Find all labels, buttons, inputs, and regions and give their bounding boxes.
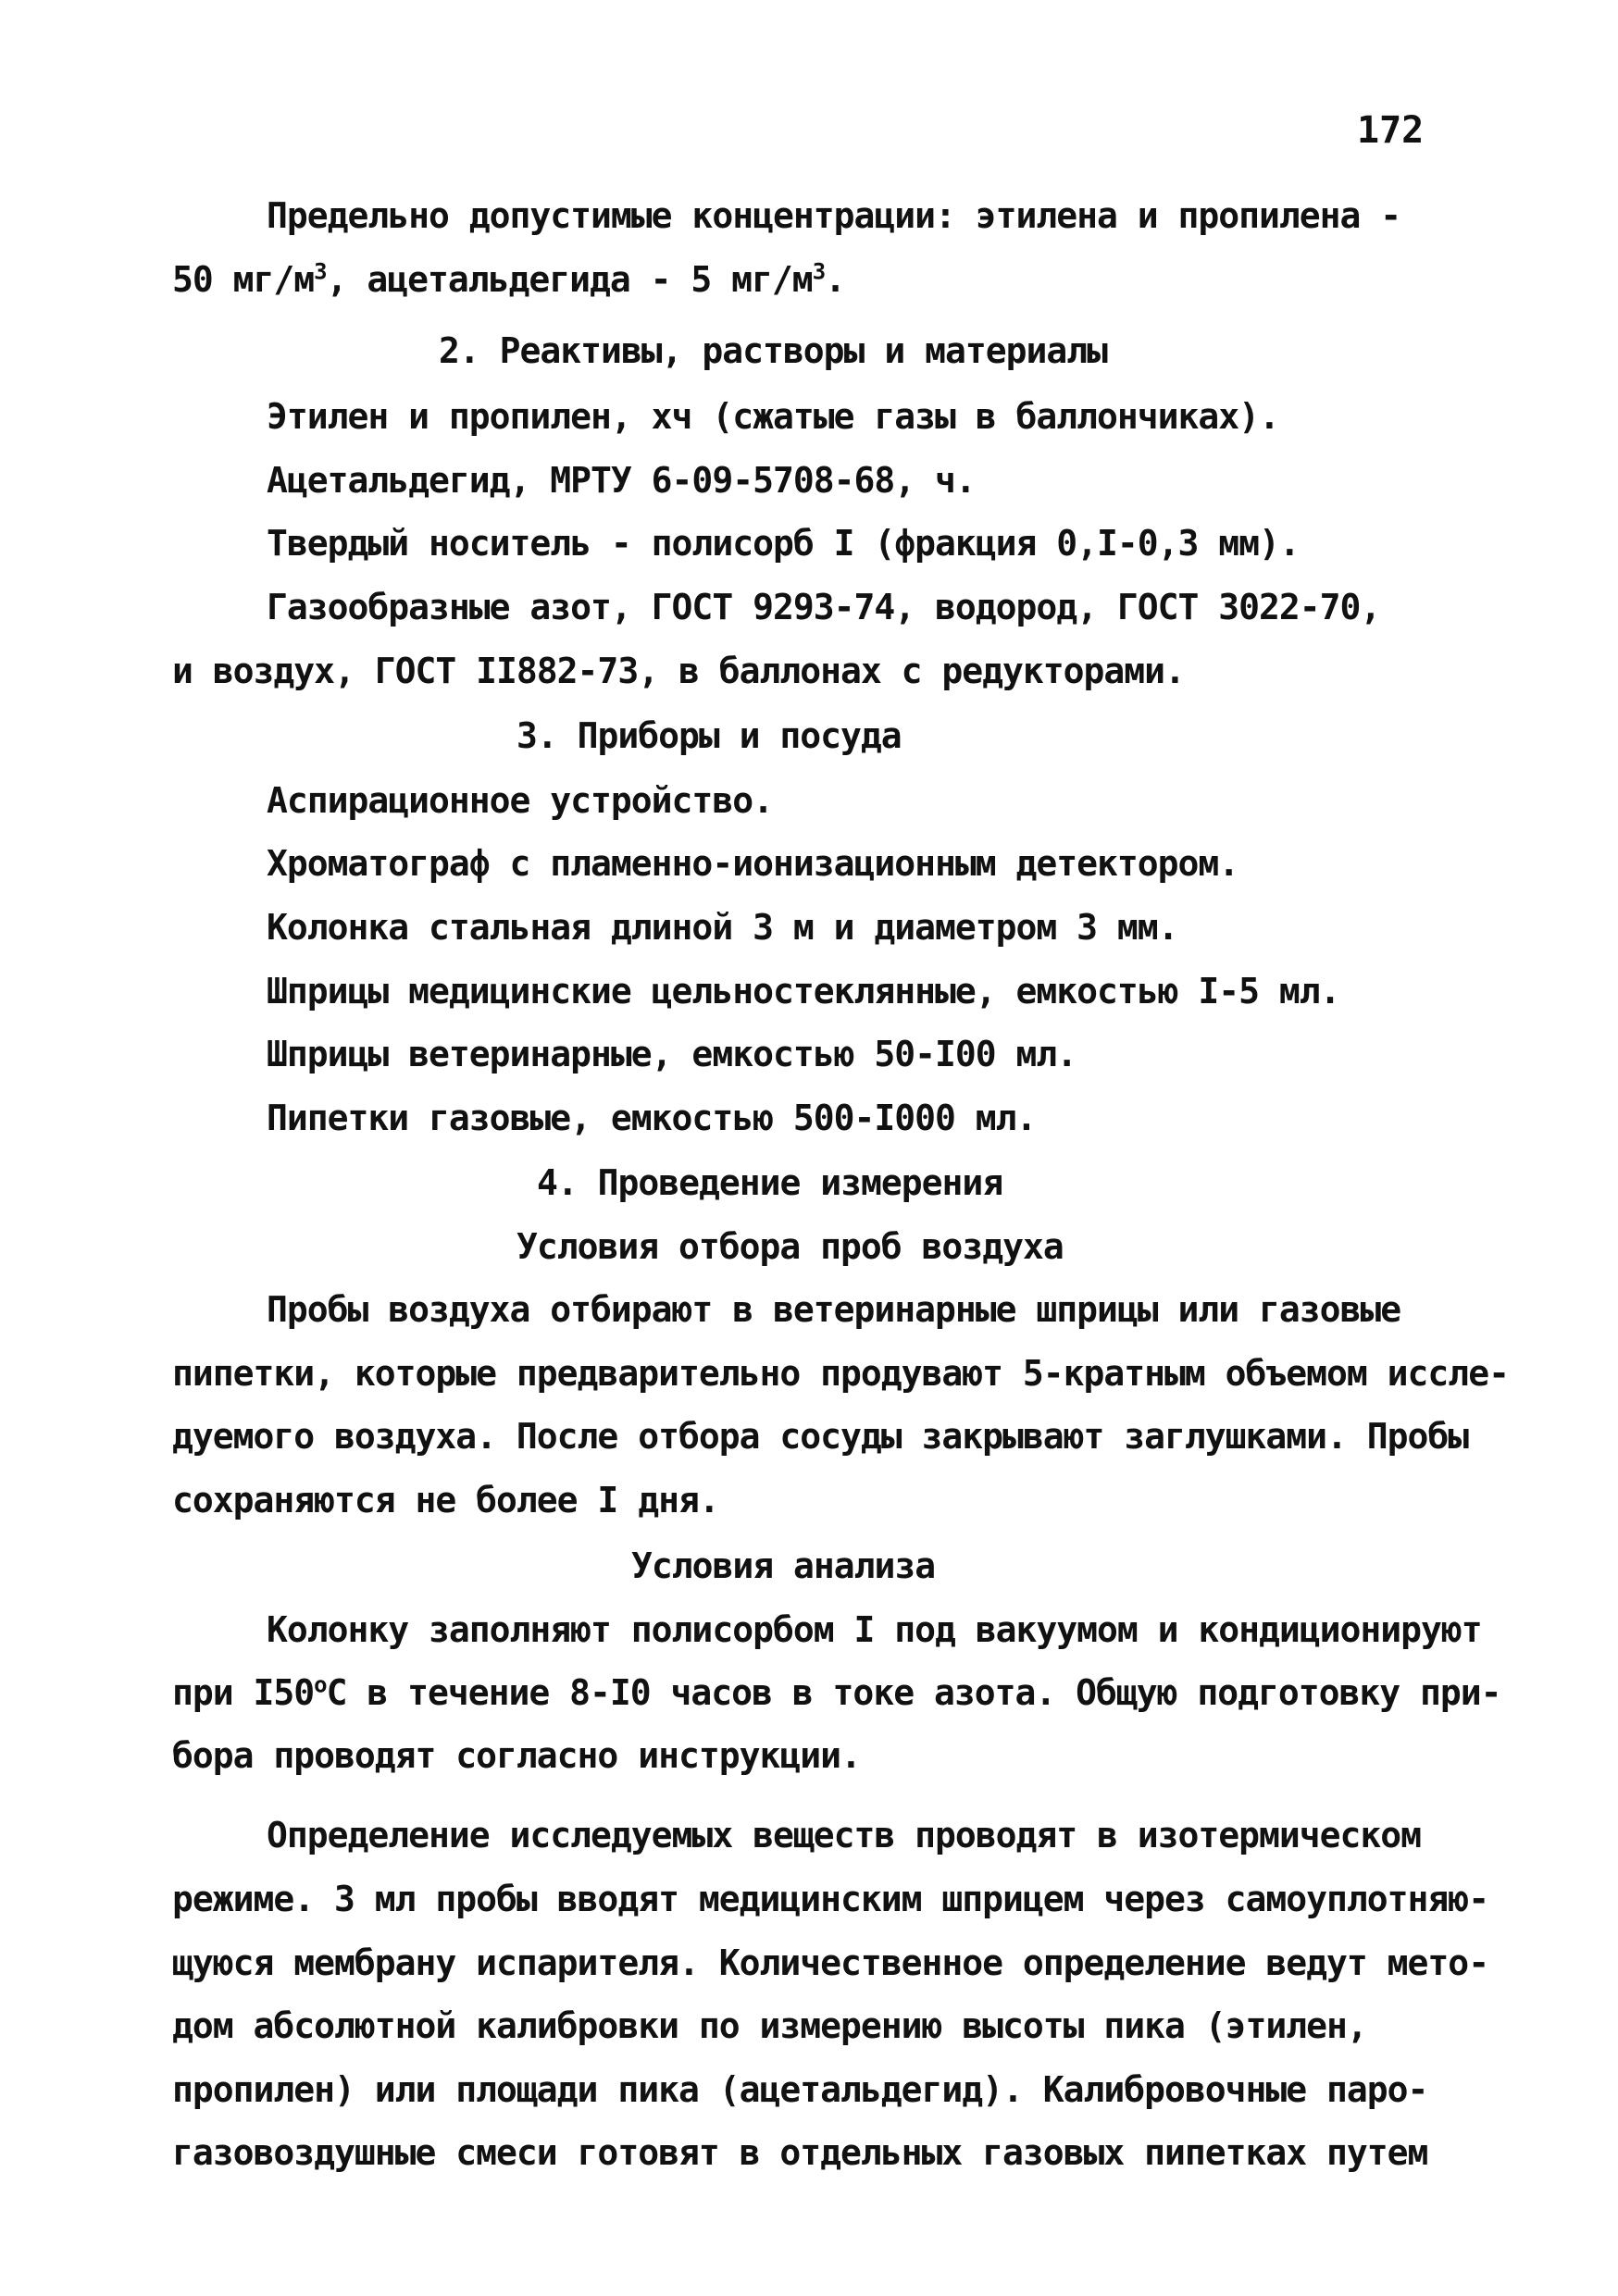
subsection-heading: Условия анализа bbox=[631, 1545, 936, 1586]
text-line: пропилен) или площади пика (ацетальдегид). Калибровочные паро- bbox=[172, 2069, 1428, 2110]
text-line: Шприцы медицинские цельностеклянные, емкостью I-5 мл. bbox=[267, 971, 1340, 1011]
text-line: Газообразные азот, ГОСТ 9293-74, водород, ГОСТ 3022-70, bbox=[267, 587, 1381, 627]
text-line: Шприцы ветеринарные, емкостью 50-I00 мл. bbox=[267, 1034, 1077, 1074]
text-line: Пробы воздуха отбирают в ветеринарные шприцы или газовые bbox=[267, 1289, 1401, 1330]
subsection-heading: Условия отбора проб воздуха bbox=[517, 1226, 1064, 1267]
page-number: 172 bbox=[1357, 109, 1425, 152]
text-line: пипетки, которые предварительно продувают 5-кратным объемом иссле- bbox=[172, 1353, 1509, 1394]
conc-text-b: , ацетальдегида - 5 мг/м bbox=[326, 259, 813, 300]
text-line: Колонку заполняют полисорбом I под вакуумом и кондиционируют bbox=[267, 1609, 1482, 1650]
text-line: и воздух, ГОСТ II882-73, в баллонах с редукторами. bbox=[172, 651, 1185, 691]
conc-text-c: . bbox=[825, 259, 846, 300]
text-line: Твердый носитель - полисорб I (фракция 0,I-0,3 мм). bbox=[267, 523, 1300, 564]
text-line: Колонка стальная длиной 3 м и диаметром 3 мм. bbox=[267, 907, 1178, 948]
text-line: Пипетки газовые, емкостью 500-I000 мл. bbox=[267, 1098, 1037, 1138]
text-line: Этилен и пропилен, хч (сжатые газы в баллончиках). bbox=[267, 396, 1279, 437]
text-line: бора проводят согласно инструкции. bbox=[172, 1735, 861, 1776]
temp-text-a: при I50 bbox=[172, 1672, 315, 1713]
text-line: дуемого воздуха. После отбора сосуды закрывают заглушками. Пробы bbox=[172, 1416, 1469, 1457]
text-line: Предельно допустимые концентрации: этилена и пропилена - bbox=[267, 195, 1401, 236]
text-line: Аспирационное устройство. bbox=[267, 780, 773, 821]
text-line: Ацетальдегид, МРТУ 6-09-5708-68, ч. bbox=[267, 460, 976, 501]
text-line: Определение исследуемых веществ проводят в изотермическом bbox=[267, 1815, 1422, 1855]
text-line: режиме. 3 мл пробы вводят медицинским шприцем через самоуплотняю- bbox=[172, 1879, 1489, 1919]
text-line: дом абсолютной калибровки по измерению высоты пика (этилен, bbox=[172, 2005, 1367, 2046]
text-line: газовоздушные смеси готовят в отдельных газовых пипетках путем bbox=[172, 2132, 1428, 2173]
text-line: сохраняются не более I дня. bbox=[172, 1480, 719, 1520]
section-heading: 3. Приборы и посуда bbox=[517, 715, 902, 756]
text-line-concentrations bbox=[172, 258, 845, 301]
text-line: Хроматограф с пламенно-ионизационным детектором. bbox=[267, 843, 1239, 884]
temp-text-b: С в течение 8-I0 часов в токе азота. Общую подготовку при- bbox=[326, 1672, 1501, 1713]
section-heading: 2. Реактивы, растворы и материалы bbox=[439, 330, 1107, 371]
section-heading: 4. Проведение измерения bbox=[537, 1162, 1003, 1203]
text-line-temperature bbox=[172, 1671, 1501, 1714]
text-line: щуюся мембрану испарителя. Количественное определение ведут мето- bbox=[172, 1942, 1489, 1983]
conc-superscript-2: 3 bbox=[812, 258, 826, 285]
conc-superscript-1: 3 bbox=[314, 258, 327, 285]
degree-superscript: о bbox=[314, 1671, 327, 1698]
conc-text-a: 50 мг/м bbox=[172, 259, 315, 300]
